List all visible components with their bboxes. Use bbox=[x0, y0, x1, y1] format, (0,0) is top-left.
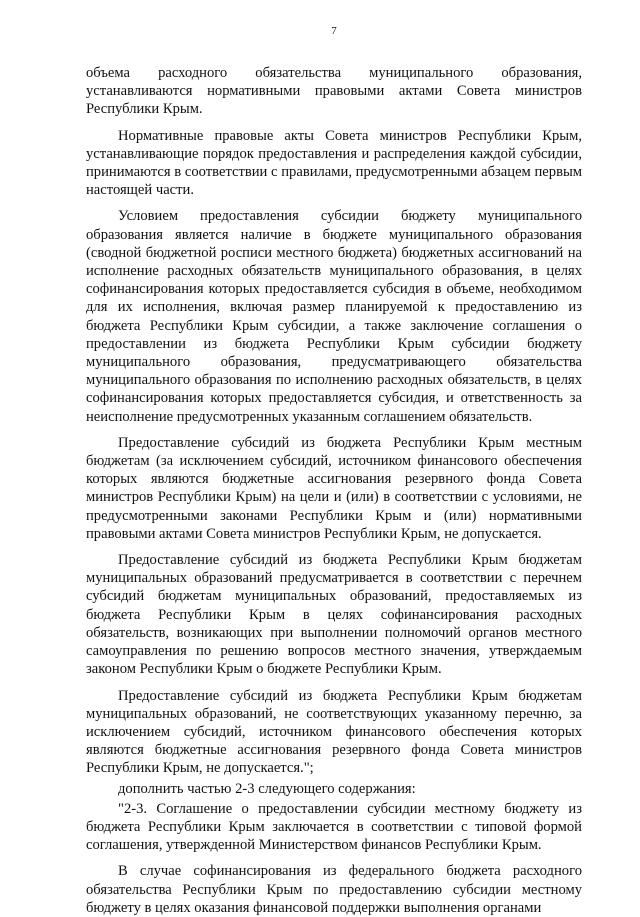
paragraph-8: "2-3. Соглашение о предоставлении субсидии местному бюджету из бюджета Республики Крым заключается в соответствии с типовой формой соглашения, утвержденной Министерством финансов Республики Крым. bbox=[86, 800, 582, 854]
document-body bbox=[86, 64, 582, 917]
paragraph-5: Предоставление субсидий из бюджета Республики Крым бюджетам муниципальных образований предусматривается в соответствии с перечнем субсидий бюджетам муниципальных образований, предоставляемых из бюджета Республики Крым в целях софинансирования расходных обязательств, возникающих при выполнении полномочий органов местного самоуправления по решению вопросов местного значения, утверждаемым законом Республики Крым о бюджете Республики Крым. bbox=[86, 552, 582, 678]
paragraph-6: Предоставление субсидий из бюджета Республики Крым бюджетам муниципальных образований, не соответствующих указанному перечню, за исключением субсидий, источником финансового обеспечения которых являются бюджетные ассигнования резервного фонда Совета министров Республики Крым, не допускается."; bbox=[86, 687, 582, 777]
paragraph-4: Предоставление субсидий из бюджета Республики Крым местным бюджетам (за исключением субсидий, источником финансового обеспечения которых являются бюджетные ассигнования резервного фонда Совета министров Республики Крым) на цели и (или) в соответствии с условиями, не предусмотренными законами Республики Крым и (или) нормативными правовыми актами Совета министров Республики Крым, не допускается. bbox=[86, 434, 582, 542]
paragraph-1: объема расходного обязательства муниципального образования, устанавливаются нормативными правовыми актами Совета министров Республики Крым. bbox=[86, 65, 582, 118]
paragraph-9: В случае софинансирования из федерального бюджета расходного обязательства Республики Крым по предоставлению субсидии местному бюджету в целях оказания финансовой поддержки выполнения органами bbox=[86, 863, 582, 916]
page-number: 7 bbox=[331, 25, 337, 37]
paragraph-3: Условием предоставления субсидии бюджету муниципального образования является наличие в бюджете муниципального образования (сводной бюджетной росписи местного бюджета) бюджетных ассигнований на исполнение расходных обязательств муниципального образования, в целях софинансирования которых предоставляется субсидия в объеме, необходимом для их исполнения, включая размер планируемой к предоставлению из бюджета Республики Крым субсидии, а также заключение соглашения о предоставлении из бюджета Республики Крым субсидии бюджету муниципального образования, предусматривающего обязательства муниципального образования по исполнению расходных обязательств, в целях софинансирования которых предоставляется субсидия, и ответственность за неисполнение предусмотренных указанным соглашением обязательств. bbox=[86, 208, 582, 425]
paragraph-7: дополнить частью 2-3 следующего содержания: bbox=[118, 780, 416, 797]
paragraph-2: Нормативные правовые акты Совета министров Республики Крым, устанавливающие порядок предоставления и распределения каждой субсидии, принимаются в соответствии с правилами, предусмотренными абзацем первым настоящей части. bbox=[86, 127, 582, 199]
